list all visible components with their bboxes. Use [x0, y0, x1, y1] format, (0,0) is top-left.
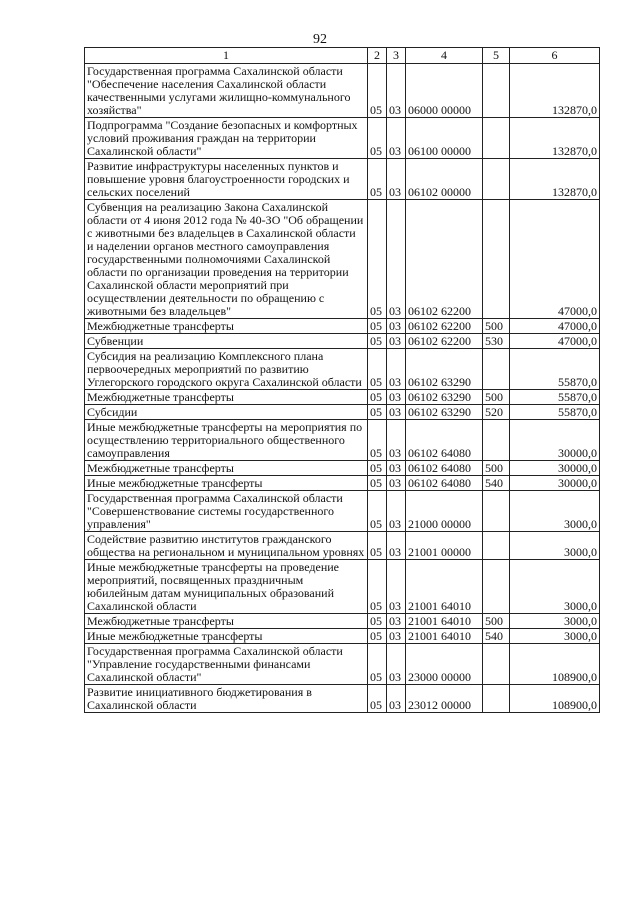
row-amount: 108900,0: [510, 685, 600, 713]
row-subsection: 03: [387, 200, 406, 319]
header-col-name: 1: [85, 48, 368, 64]
row-expense-type: 500: [483, 319, 510, 334]
header-col-subsection: 3: [387, 48, 406, 64]
row-name: Государственная программа Сахалинской области "Управление государственными финансами Сахалинской области": [85, 644, 368, 685]
table-row: [85, 349, 600, 390]
row-target-article: 21001 00000: [406, 532, 483, 560]
row-amount: 3000,0: [510, 560, 600, 614]
table-row: [85, 476, 600, 491]
row-expense-type: [483, 118, 510, 159]
row-target-article: 21000 00000: [406, 491, 483, 532]
row-section: 05: [368, 685, 387, 713]
row-target-article: 06102 62200: [406, 319, 483, 334]
row-subsection: 03: [387, 685, 406, 713]
row-target-article: 06102 62200: [406, 200, 483, 319]
row-name: Межбюджетные трансферты: [85, 614, 368, 629]
table-row: [85, 405, 600, 420]
row-amount: 3000,0: [510, 629, 600, 644]
table-row: [85, 390, 600, 405]
row-target-article: 23000 00000: [406, 644, 483, 685]
row-amount: 132870,0: [510, 118, 600, 159]
table-header: [85, 48, 600, 64]
budget-table: [84, 47, 600, 713]
row-section: 05: [368, 64, 387, 118]
row-expense-type: [483, 491, 510, 532]
table-row: [85, 319, 600, 334]
row-section: 05: [368, 629, 387, 644]
row-expense-type: [483, 532, 510, 560]
table-row: [85, 491, 600, 532]
row-subsection: 03: [387, 614, 406, 629]
row-name: Субсидия на реализацию Комплексного плана первоочередных мероприятий по развитию Углегорского городского округа Сахалинской области: [85, 349, 368, 390]
row-target-article: 23012 00000: [406, 685, 483, 713]
row-amount: 3000,0: [510, 614, 600, 629]
row-amount: 3000,0: [510, 532, 600, 560]
row-expense-type: 530: [483, 334, 510, 349]
table-row: [85, 560, 600, 614]
row-name: Иные межбюджетные трансферты: [85, 476, 368, 491]
row-section: 05: [368, 461, 387, 476]
row-subsection: 03: [387, 405, 406, 420]
row-expense-type: 500: [483, 461, 510, 476]
row-expense-type: [483, 420, 510, 461]
row-subsection: 03: [387, 476, 406, 491]
row-section: 05: [368, 560, 387, 614]
row-amount: 30000,0: [510, 420, 600, 461]
row-amount: 108900,0: [510, 644, 600, 685]
table-row: [85, 685, 600, 713]
row-expense-type: [483, 560, 510, 614]
table-row: [85, 644, 600, 685]
row-expense-type: 540: [483, 629, 510, 644]
row-target-article: 21001 64010: [406, 629, 483, 644]
row-section: 05: [368, 334, 387, 349]
row-amount: 47000,0: [510, 200, 600, 319]
row-expense-type: [483, 159, 510, 200]
row-target-article: 06102 62200: [406, 334, 483, 349]
row-subsection: 03: [387, 334, 406, 349]
row-target-article: 06102 63290: [406, 349, 483, 390]
row-name: Субвенция на реализацию Закона Сахалинской области от 4 июня 2012 года № 40-ЗО "Об обращении с животными без владельцев в Сахалинской области и наделении органов местного самоуправления государственными полномочиями Сахалинской области по организации проведения на территории Сахалинской области мероприятий при осуществлении деятельности по обращению с животными без владельцев": [85, 200, 368, 319]
table-row: [85, 461, 600, 476]
row-target-article: 06100 00000: [406, 118, 483, 159]
row-subsection: 03: [387, 560, 406, 614]
row-subsection: 03: [387, 420, 406, 461]
row-expense-type: [483, 685, 510, 713]
row-amount: 30000,0: [510, 476, 600, 491]
row-amount: 55870,0: [510, 390, 600, 405]
row-target-article: 06102 63290: [406, 405, 483, 420]
row-expense-type: 500: [483, 614, 510, 629]
row-section: 05: [368, 118, 387, 159]
row-subsection: 03: [387, 532, 406, 560]
row-name: Субвенции: [85, 334, 368, 349]
page-number: 92: [313, 32, 327, 47]
row-subsection: 03: [387, 319, 406, 334]
row-subsection: 03: [387, 64, 406, 118]
row-expense-type: 500: [483, 390, 510, 405]
row-name: Государственная программа Сахалинской области "Обеспечение населения Сахалинской области качественными услугами жилищно-коммунального хозяйства": [85, 64, 368, 118]
row-name: Подпрограмма "Создание безопасных и комфортных условий проживания граждан на территории Сахалинской области": [85, 118, 368, 159]
row-section: 05: [368, 420, 387, 461]
row-expense-type: [483, 644, 510, 685]
row-section: 05: [368, 532, 387, 560]
row-amount: 132870,0: [510, 64, 600, 118]
row-subsection: 03: [387, 461, 406, 476]
row-amount: 47000,0: [510, 319, 600, 334]
row-expense-type: 520: [483, 405, 510, 420]
row-section: 05: [368, 405, 387, 420]
row-name: Межбюджетные трансферты: [85, 390, 368, 405]
row-subsection: 03: [387, 118, 406, 159]
header-col-target-article: 4: [406, 48, 483, 64]
row-section: 05: [368, 200, 387, 319]
row-target-article: 06102 64080: [406, 476, 483, 491]
row-amount: 55870,0: [510, 349, 600, 390]
table-row: [85, 614, 600, 629]
row-target-article: 06000 00000: [406, 64, 483, 118]
row-amount: 30000,0: [510, 461, 600, 476]
row-expense-type: [483, 64, 510, 118]
header-col-amount: 6: [510, 48, 600, 64]
row-subsection: 03: [387, 644, 406, 685]
header-col-section: 2: [368, 48, 387, 64]
table-row: [85, 629, 600, 644]
header-col-expense-type: 5: [483, 48, 510, 64]
row-name: Межбюджетные трансферты: [85, 461, 368, 476]
table-body: [85, 64, 600, 713]
row-target-article: 06102 63290: [406, 390, 483, 405]
row-amount: 3000,0: [510, 491, 600, 532]
row-section: 05: [368, 476, 387, 491]
row-subsection: 03: [387, 629, 406, 644]
row-subsection: 03: [387, 491, 406, 532]
row-name: Развитие инициативного бюджетирования в Сахалинской области: [85, 685, 368, 713]
row-subsection: 03: [387, 159, 406, 200]
row-section: 05: [368, 390, 387, 405]
row-name: Содействие развитию институтов гражданского общества на региональном и муниципальном уровнях: [85, 532, 368, 560]
row-section: 05: [368, 319, 387, 334]
row-name: Развитие инфраструктуры населенных пунктов и повышение уровня благоустроенности городских и сельских поселений: [85, 159, 368, 200]
row-target-article: 06102 64080: [406, 420, 483, 461]
row-name: Субсидии: [85, 405, 368, 420]
header-row: [85, 48, 600, 64]
table-row: [85, 334, 600, 349]
row-section: 05: [368, 159, 387, 200]
row-target-article: 21001 64010: [406, 614, 483, 629]
table-row: [85, 64, 600, 118]
row-section: 05: [368, 614, 387, 629]
row-name: Межбюджетные трансферты: [85, 319, 368, 334]
row-section: 05: [368, 491, 387, 532]
table-row: [85, 200, 600, 319]
row-expense-type: [483, 200, 510, 319]
row-expense-type: [483, 349, 510, 390]
table-row: [85, 159, 600, 200]
table-row: [85, 420, 600, 461]
row-amount: 55870,0: [510, 405, 600, 420]
row-name: Иные межбюджетные трансферты на проведение мероприятий, посвященных праздничным юбилейным датам муниципальных образований Сахалинской области: [85, 560, 368, 614]
row-subsection: 03: [387, 390, 406, 405]
row-section: 05: [368, 644, 387, 685]
row-name: Иные межбюджетные трансферты: [85, 629, 368, 644]
row-target-article: 06102 00000: [406, 159, 483, 200]
table-row: [85, 118, 600, 159]
row-name: Государственная программа Сахалинской области "Совершенствование системы государственного управления": [85, 491, 368, 532]
row-target-article: 06102 64080: [406, 461, 483, 476]
row-target-article: 21001 64010: [406, 560, 483, 614]
row-amount: 47000,0: [510, 334, 600, 349]
row-name: Иные межбюджетные трансферты на мероприятия по осуществлению территориального общественного самоуправления: [85, 420, 368, 461]
row-subsection: 03: [387, 349, 406, 390]
row-amount: 132870,0: [510, 159, 600, 200]
row-section: 05: [368, 349, 387, 390]
table-row: [85, 532, 600, 560]
row-expense-type: 540: [483, 476, 510, 491]
